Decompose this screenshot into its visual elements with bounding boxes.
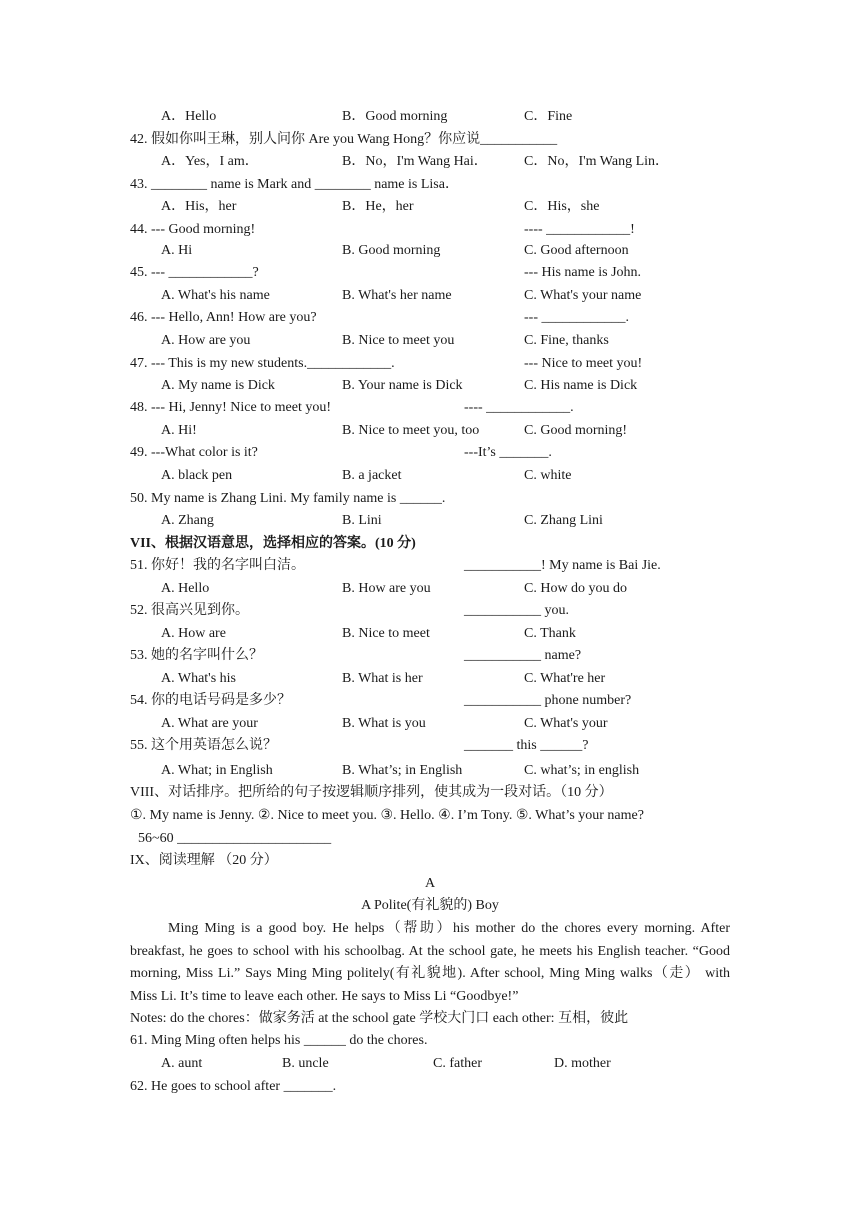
q54-stem: 54. 你的电话号码是多少？ <box>130 693 291 708</box>
q51-option-c: C. How do you do <box>524 581 628 596</box>
q50-stem: 50. My name is Zhang Lini. My family name is ______. <box>130 491 446 506</box>
section-9-heading: IX、阅读理解 （20 分） <box>130 853 278 868</box>
passage-letter: A <box>424 876 436 891</box>
q61-option-d: D. mother <box>554 1056 611 1071</box>
q55-option-b: B. What’s; in English <box>342 763 463 778</box>
q54-option-c: C. What's your <box>524 716 608 731</box>
q47-option-c: C. His name is Dick <box>524 378 638 393</box>
q44-option-a: A. Hi <box>161 243 193 258</box>
q49-reply: ---It’s _______. <box>464 445 552 460</box>
q45-option-a: A. What's his name <box>161 288 270 303</box>
q50-option-c: C. Zhang Lini <box>524 513 603 528</box>
q54-reply: ___________ phone number? <box>464 693 632 708</box>
q55-option-a: A. What; in English <box>161 763 273 778</box>
q48-reply: ---- ____________. <box>464 400 574 415</box>
q55-reply: _______ this ______? <box>464 738 589 753</box>
q43-option-a: A．His，her <box>161 199 237 214</box>
q43-stem: 43. ________ name is Mark and ________ name is Lisa． <box>130 177 459 192</box>
q61-stem: 61. Ming Ming often helps his ______ do the chores. <box>130 1033 428 1048</box>
q47-stem: 47. --- This is my new students.____________. <box>130 356 395 371</box>
q53-stem: 53. 她的名字叫什么？ <box>130 648 263 663</box>
q47-reply: --- Nice to meet you! <box>524 356 643 371</box>
passage-title: A Polite(有礼貌的) Boy <box>361 898 499 913</box>
section-8-sentences: ①. My name is Jenny. ②. Nice to meet you. ③. Hello. ④. I’m Tony. ⑤. What’s your name? <box>130 808 644 823</box>
section-7-heading: VII、根据汉语意思，选择相应的答案。(10 分) <box>130 536 416 551</box>
q50-option-a: A. Zhang <box>161 513 214 528</box>
q45-stem: 45. --- ____________? <box>130 265 259 280</box>
q46-stem: 46. --- Hello, Ann! How are you? <box>130 310 317 325</box>
q52-reply: ___________ you. <box>464 603 569 618</box>
q42-option-a: A．Yes，I am． <box>161 154 259 169</box>
q52-option-b: B. Nice to meet <box>342 626 430 641</box>
q45-option-b: B. What's her name <box>342 288 452 303</box>
q46-option-a: A. How are you <box>161 333 251 348</box>
q61-option-c: C. father <box>433 1056 482 1071</box>
q53-option-b: B. What is her <box>342 671 423 686</box>
q46-option-b: B. Nice to meet you <box>342 333 455 348</box>
q53-reply: ___________ name? <box>464 648 582 663</box>
q52-option-c: C. Thank <box>524 626 576 641</box>
q51-reply: ___________! My name is Bai Jie. <box>464 558 661 573</box>
section-8-answer-line: 56~60 ______________________ <box>138 831 332 846</box>
q43-option-b: B．He，her <box>342 199 414 214</box>
q49-stem: 49. ---What color is it? <box>130 445 258 460</box>
q47-option-a: A. My name is Dick <box>161 378 275 393</box>
q49-option-c: C. white <box>524 468 572 483</box>
q50-option-b: B. Lini <box>342 513 382 528</box>
q43-option-c: C．His，she <box>524 199 600 214</box>
q51-stem: 51. 你好！我的名字叫白洁。 <box>130 558 305 573</box>
q52-stem: 52. 很高兴见到你。 <box>130 603 249 618</box>
q54-option-a: A. What are your <box>161 716 258 731</box>
q46-option-c: C. Fine, thanks <box>524 333 609 348</box>
q61-option-a: A. aunt <box>161 1056 203 1071</box>
q53-option-c: C. What're her <box>524 671 606 686</box>
q51-option-b: B. How are you <box>342 581 431 596</box>
q45-option-c: C. What's your name <box>524 288 642 303</box>
q52-option-a: A. How are <box>161 626 226 641</box>
q55-stem: 55. 这个用英语怎么说？ <box>130 738 277 753</box>
q47-option-b: B. Your name is Dick <box>342 378 463 393</box>
q42-option-c: C．No，I'm Wang Lin． <box>524 154 670 169</box>
q45-reply: --- His name is John. <box>524 265 642 280</box>
q44-option-c: C. Good afternoon <box>524 243 629 258</box>
q44-option-b: B. Good morning <box>342 243 441 258</box>
q62-stem: 62. He goes to school after _______. <box>130 1079 337 1094</box>
section-8-heading: VIII、对话排序。把所给的句子按逻辑顺序排列，使其成为一段对话。（10 分） <box>130 785 613 800</box>
q61-option-b: B. uncle <box>282 1056 329 1071</box>
q48-stem: 48. --- Hi, Jenny! Nice to meet you! <box>130 400 331 415</box>
q48-option-b: B. Nice to meet you, too <box>342 423 480 438</box>
q41-option-a: A．Hello <box>161 109 217 124</box>
passage-body: Ming Ming is a good boy. He helps（帮助）his mother do the chores every morning. After breakfast, he goes to school with his schoolbag. At the school gate, he meets his English teacher. “Good morning, Miss Li.” Says Ming Ming politely(有礼貌地). After school, Ming Ming walks（走） with Miss Li. It’s time to leave each other. He says to Miss Li “Goodbye!” <box>130 921 730 1004</box>
q44-stem: 44. --- Good morning! <box>130 222 256 237</box>
q48-option-c: C. Good morning! <box>524 423 628 438</box>
q55-option-c: C. what’s; in english <box>524 763 640 778</box>
q53-option-a: A. What's his <box>161 671 236 686</box>
q42-stem: 42. 假如你叫王琳，别人问你 Are you Wang Hong？你应说___________ <box>130 132 558 147</box>
q49-option-a: A. black pen <box>161 468 233 483</box>
q44-reply: ---- ____________! <box>524 222 635 237</box>
q51-option-a: A. Hello <box>161 581 210 596</box>
passage-notes: Notes: do the chores：做家务活 at the school gate 学校大门口 each other: 互相，彼此 <box>130 1011 629 1026</box>
q49-option-b: B. a jacket <box>342 468 402 483</box>
q41-option-c: C．Fine <box>524 109 573 124</box>
q41-option-b: B．Good morning <box>342 109 448 124</box>
q54-option-b: B. What is you <box>342 716 426 731</box>
q46-reply: --- ____________. <box>524 310 629 325</box>
q48-option-a: A. Hi! <box>161 423 197 438</box>
q42-option-b: B．No，I'm Wang Hai． <box>342 154 488 169</box>
